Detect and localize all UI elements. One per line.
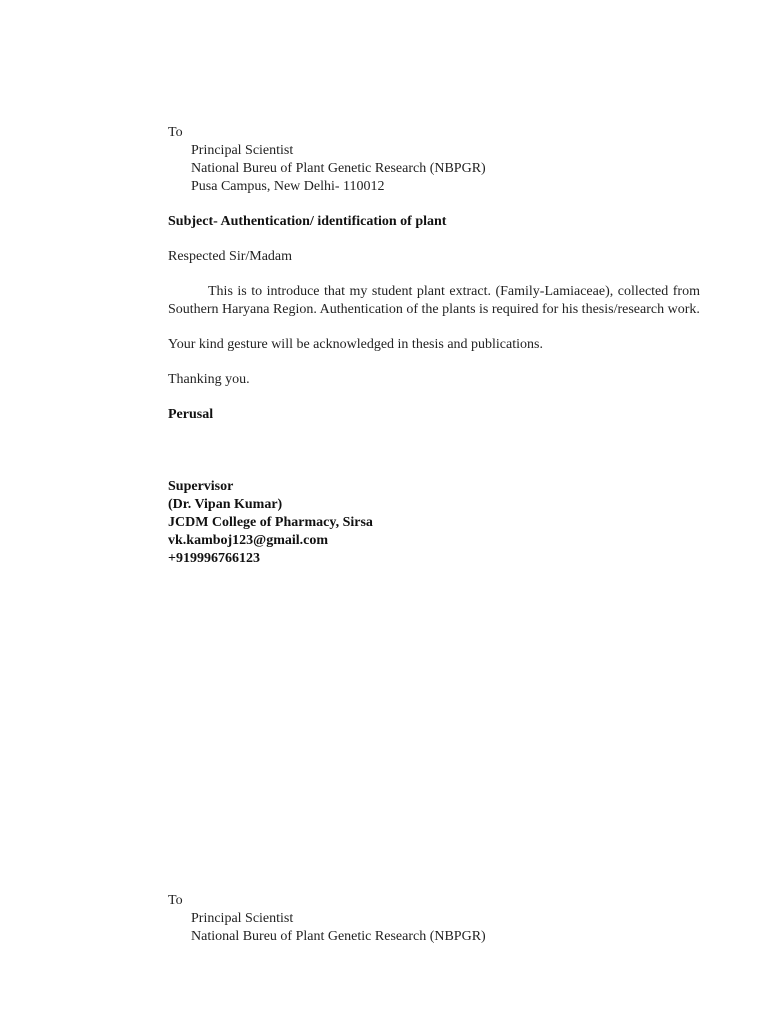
signature-email: vk.kamboj123@gmail.com (168, 533, 329, 548)
letter-first (168, 124, 700, 568)
gesture-line: Your kind gesture will be acknowledged in thesis and publications. (168, 337, 543, 352)
to-label: To (168, 125, 183, 140)
signature-name: (Dr. Vipan Kumar) (168, 497, 283, 512)
signature-institution: JCDM College of Pharmacy, Sirsa (168, 515, 373, 530)
body-paragraph: This is to introduce that my student plant extract. (Family-Lamiaceae), collected from Southern Haryana Region. Authentication of the plants is required for his thesis/research work. (168, 284, 700, 317)
subject-line: Subject- Authentication/ identification of plant (168, 214, 447, 229)
recipient-title: Principal Scientist (191, 911, 294, 926)
to-label: To (168, 893, 183, 908)
recipient-address: Pusa Campus, New Delhi- 110012 (191, 179, 385, 194)
recipient-title: Principal Scientist (191, 143, 294, 158)
recipient-organization: National Bureu of Plant Genetic Research (NBPGR) (191, 161, 486, 176)
letter-second (168, 892, 700, 946)
salutation: Respected Sir/Madam (168, 249, 293, 264)
recipient-block (168, 910, 700, 946)
perusal-line: Perusal (168, 407, 214, 422)
thanks-line: Thanking you. (168, 372, 250, 387)
recipient-organization: National Bureu of Plant Genetic Research (NBPGR) (191, 929, 486, 944)
signature-block (168, 478, 700, 568)
signature-phone: +919996766123 (168, 551, 260, 566)
recipient-block (168, 142, 700, 196)
signature-role: Supervisor (168, 479, 234, 494)
